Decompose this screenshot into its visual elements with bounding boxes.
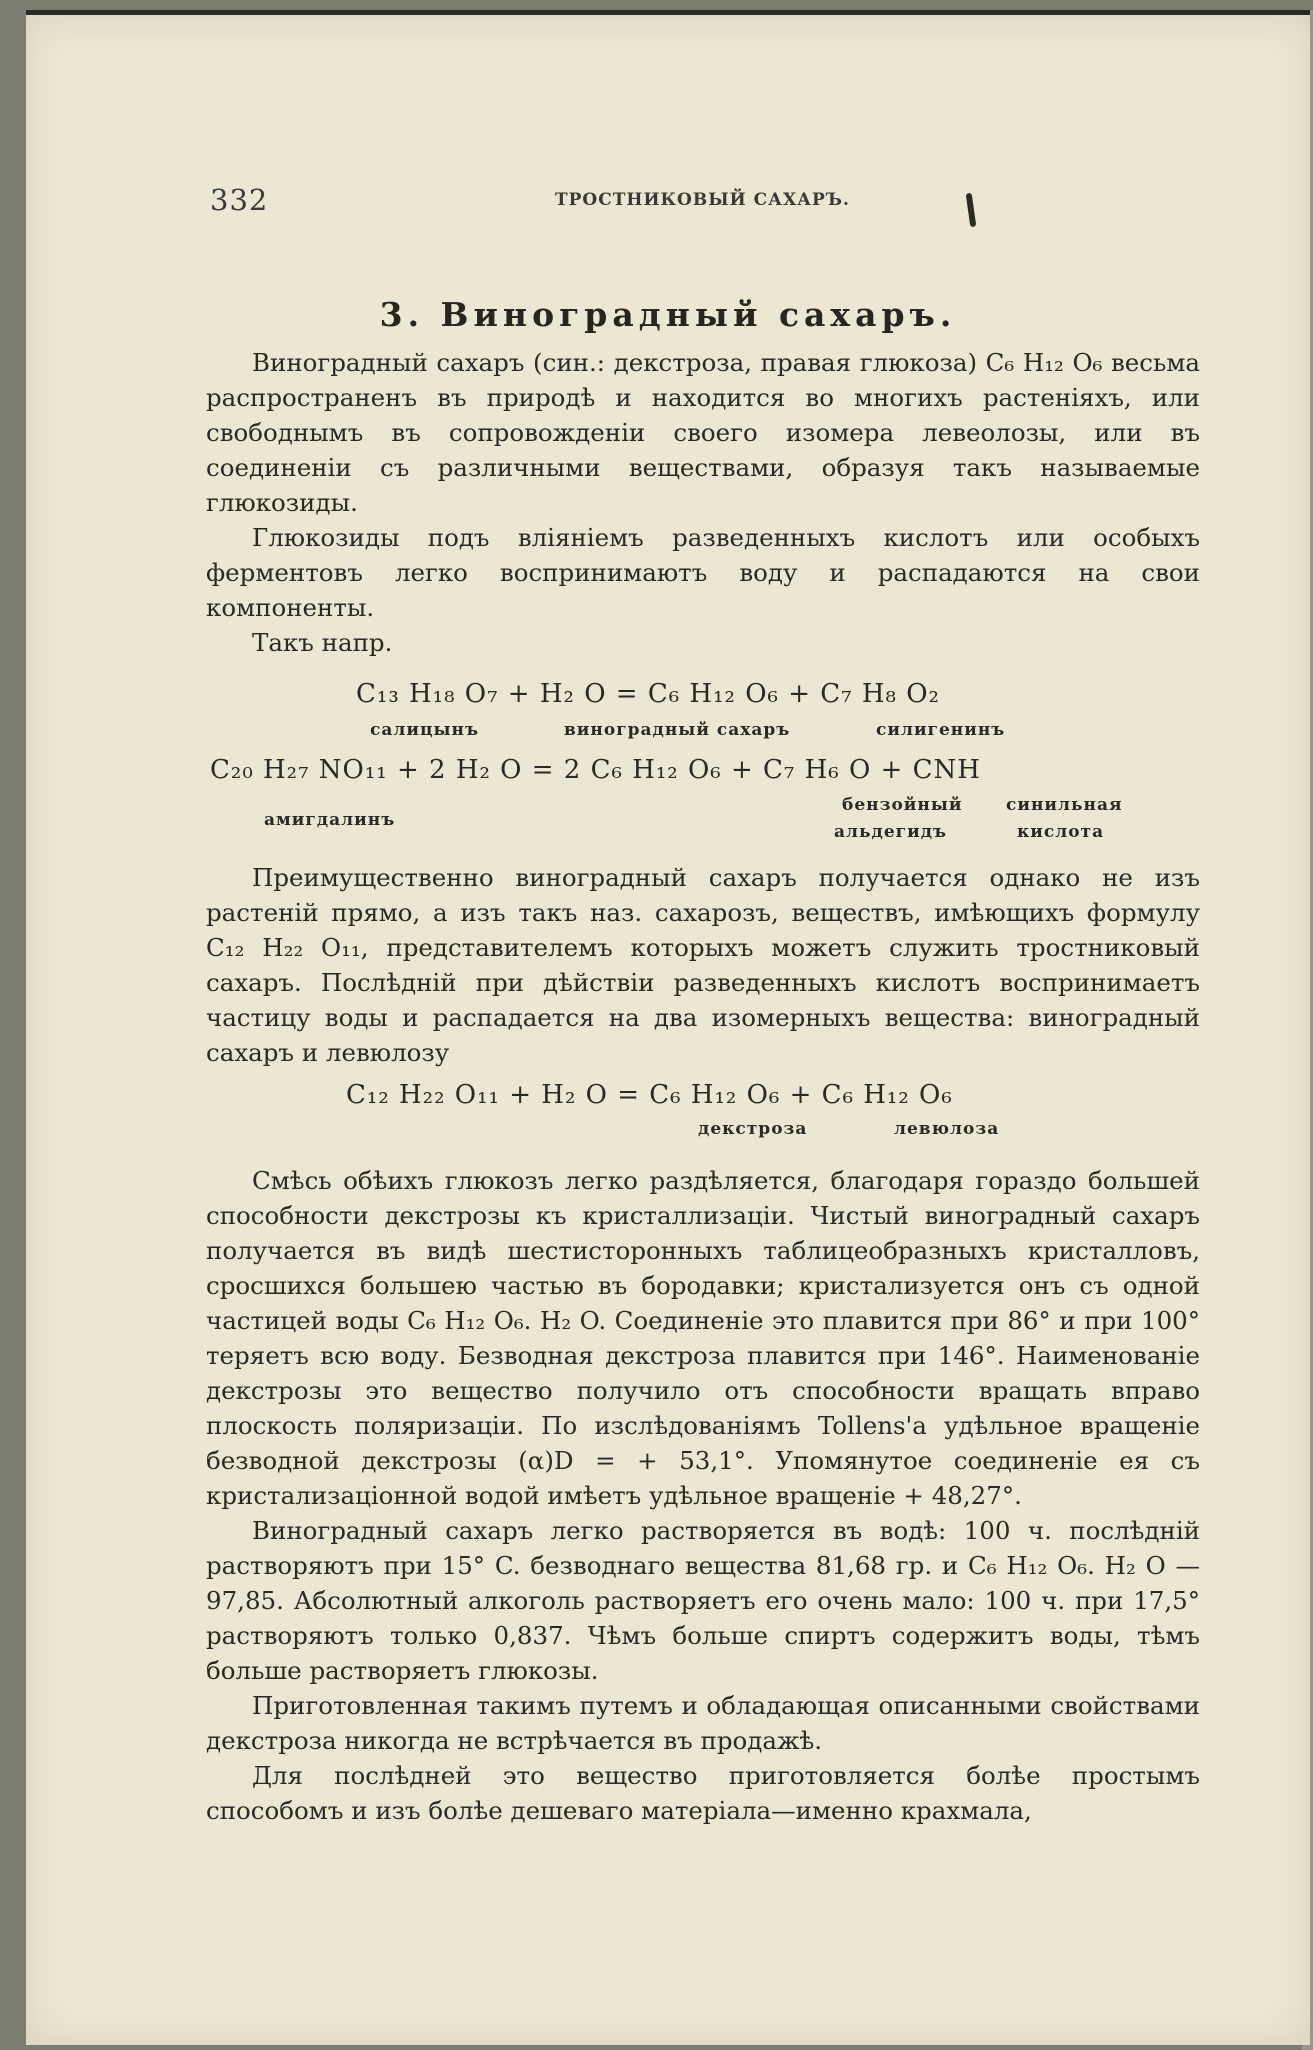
- equation-1-label-1: салицынъ: [370, 720, 480, 740]
- equation-3-label-2: левюлоза: [894, 1119, 1000, 1139]
- paragraph-6: Виноградный сахаръ легко растворяется въ водѣ: 100 ч. послѣдній растворяютъ при 15° C. безводнаго вещества 81,68 гр. и C₆ H₁₂ O₆. H₂ O — 97,85. Абсолютный алкоголь растворяетъ его очень мало: 100 ч. при 17,5° растворяютъ только 0,837. Чѣмъ больше спиртъ содержитъ воды, тѣмъ больше растворяетъ глюкозы.: [206, 1516, 1200, 1685]
- body-block-3: [206, 1163, 1200, 1828]
- equation-1-formula: C₁₃ H₁₈ O₇ + H₂ O = C₆ H₁₂ O₆ + C₇ H₈ O₂: [356, 679, 940, 709]
- body-block-2: [206, 860, 1200, 1070]
- body-block-1: [206, 345, 1200, 660]
- equation-3-formula: C₁₂ H₂₂ O₁₁ + H₂ O = C₆ H₁₂ O₆ + C₆ H₁₂ O₆: [346, 1080, 953, 1110]
- page-header: [26, 183, 1310, 223]
- equation-2-label-4: синильная: [1006, 795, 1123, 815]
- paragraph-4: Преимущественно виноградный сахаръ получается однако не изъ растеній прямо, а изъ такъ наз. сахарозъ, веществъ, имѣющихъ формулу C₁₂ H₂₂ O₁₁, представителемъ которыхъ можетъ служить тростниковый сахаръ. Послѣдній при дѣйствіи разведенныхъ кислотъ воспринимаетъ частицу воды и распадается на два изомерныхъ вещества: виноградный сахаръ и левюлозу: [206, 863, 1200, 1067]
- paragraph-1: Виноградный сахаръ (син.: декстроза, правая глюкоза) C₆ H₁₂ O₆ весьма распространенъ въ природѣ и находится во многихъ растеніяхъ, или свободнымъ въ сопровожденіи своего изомера левеолозы, или въ соединеніи съ различными веществами, образуя такъ называемые глюкозиды.: [206, 348, 1200, 517]
- ink-mark: [966, 193, 977, 228]
- equation-1-label-3: силигенинъ: [876, 720, 1006, 740]
- equation-3-label-1: декстроза: [698, 1119, 808, 1139]
- paragraph-3: Такъ напр.: [252, 628, 393, 657]
- page-number: 332: [210, 183, 269, 217]
- equation-2-label-5: кислота: [1017, 822, 1105, 842]
- equation-2-label-3: альдегидъ: [834, 822, 948, 842]
- book-page: [26, 10, 1310, 2045]
- section-title: 3. Виноградный сахаръ.: [379, 295, 957, 334]
- paragraph-7: Приготовленная такимъ путемъ и обладающая описанными свойствами декстроза никогда не встрѣчается въ продажѣ.: [206, 1691, 1200, 1755]
- equation-2-label-1: амигдалинъ: [264, 810, 396, 830]
- equation-2-formula: C₂₀ H₂₇ NO₁₁ + 2 H₂ O = 2 C₆ H₁₂ O₆ + C₇ H₆ O + CNH: [210, 755, 981, 785]
- equation-1-label-2: виноградный сахаръ: [564, 720, 791, 740]
- paragraph-5: Смѣсь обѣихъ глюкозъ легко раздѣляется, благодаря гораздо большей способности декстрозы къ кристаллизаціи. Чистый виноградный сахаръ получается въ видѣ шестисторонныхъ таблицеобразныхъ кристалловъ, сросшихся большею частью въ бородавки; кристализуется онъ съ одной частицей воды C₆ H₁₂ O₆. H₂ O. Соединеніе это плавится при 86° и при 100° теряетъ всю воду. Безводная декстроза плавится при 146°. Наименованіе декстрозы это вещество получило отъ способности вращать вправо плоскость поляризаціи. По изслѣдованіямъ Tollens'a удѣльное вращеніе безводной декстрозы (α)D = + 53,1°. Упомянутое соединеніе ея съ кристализаціонной водой имѣетъ удѣльное вращеніе + 48,27°.: [206, 1166, 1200, 1510]
- running-title: ТРОСТНИКОВЫЙ САХАРЪ.: [555, 190, 850, 210]
- equation-2-label-2: бензойный: [842, 795, 963, 815]
- paragraph-2: Глюкозиды подъ вліяніемъ разведенныхъ кислотъ или особыхъ ферментовъ легко воспринимаютъ воду и распадаются на свои компоненты.: [206, 523, 1200, 622]
- paragraph-8: Для послѣдней это вещество приготовляется болѣе простымъ способомъ и изъ болѣе дешеваго матеріала—именно крахмала,: [206, 1761, 1200, 1825]
